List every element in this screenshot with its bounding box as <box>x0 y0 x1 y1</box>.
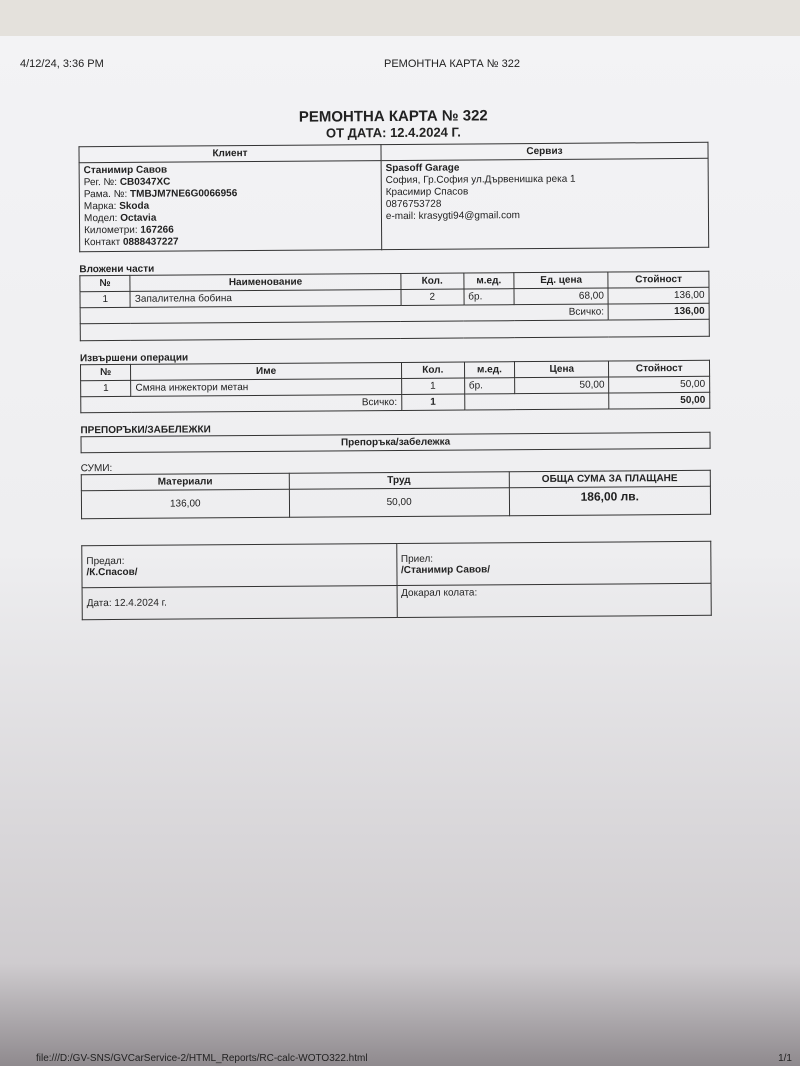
received: /Станимир Савов/ <box>400 563 491 576</box>
col-unit: м.ед. <box>464 362 514 378</box>
materials-label: Материали <box>81 473 289 490</box>
client-name: Станимир Савов <box>83 164 168 177</box>
signature-table <box>81 541 712 620</box>
sums-label: СУМИ: <box>80 462 113 475</box>
ops-label: Извършени операции <box>79 352 189 365</box>
client-header: Клиент <box>79 145 381 163</box>
cell: 2 <box>401 289 464 305</box>
col-name: Име <box>131 362 402 380</box>
cell: Запалителна бобина <box>130 289 401 307</box>
service-person: Красимир Спасов <box>385 186 469 199</box>
brought: Докарал колата: <box>397 583 712 617</box>
cell: 1 <box>401 378 464 394</box>
service-phone: 0876753728 <box>385 198 442 211</box>
sums-table <box>81 470 711 519</box>
handed-label: Предал: <box>86 555 125 567</box>
frame: TMBJM7NE6G0066956 <box>129 188 238 200</box>
parts-total: 136,00 <box>608 303 709 320</box>
frame-label: Рама. №: <box>83 188 128 201</box>
print-title: РЕМОНТНА КАРТА № 322 <box>384 58 520 70</box>
ops-total: 50,00 <box>609 392 710 409</box>
footer-path: file:///D:/GV-SNS/GVCarService-2/HTML_Reports/RC-calc-WOTO322.html <box>36 1053 368 1064</box>
materials: 136,00 <box>81 489 289 518</box>
cell: Смяна инжектори метан <box>131 378 402 396</box>
doc-title: РЕМОНТНА КАРТА № 322 <box>298 107 488 126</box>
client-service-table <box>78 142 709 252</box>
client-info <box>79 161 382 252</box>
col-no: № <box>81 364 131 380</box>
col-no: № <box>80 275 130 291</box>
service-address: София, Гр.София ул.Дървенишка река 1 <box>385 173 576 187</box>
cell: 136,00 <box>608 287 709 304</box>
model: Octavia <box>120 212 157 224</box>
cell: бр. <box>464 378 514 394</box>
col-price: Ед. цена <box>514 272 608 289</box>
col-value: Стойност <box>609 360 710 377</box>
col-qty: Кол. <box>401 273 464 289</box>
reg: CB0347XC <box>119 176 171 188</box>
col-qty: Кол. <box>401 362 464 378</box>
col-value: Стойност <box>608 271 709 288</box>
make-label: Марка: <box>83 200 117 213</box>
cell: 68,00 <box>514 288 608 305</box>
parts-total-label: Всичко: <box>80 304 608 324</box>
ops-total-qty: 1 <box>402 394 465 410</box>
contact: 0888437227 <box>122 236 179 248</box>
total-label: ОБЩА СУМА ЗА ПЛАЩАНЕ <box>509 470 710 487</box>
contact-label: Контакт <box>84 236 121 249</box>
labor: 50,00 <box>289 488 509 518</box>
cell: 1 <box>80 291 130 307</box>
km-label: Километри: <box>84 224 138 237</box>
footer-page: 1/1 <box>778 1053 792 1064</box>
parts-label: Вложени части <box>79 263 155 276</box>
sign-date: Дата: 12.4.2024 г. <box>82 585 397 619</box>
col-unit: м.ед. <box>464 273 514 289</box>
handed: /К.Спасов/ <box>86 566 138 578</box>
service-name: Spasoff Garage <box>385 162 460 175</box>
make: Skoda <box>119 200 150 212</box>
service-header: Сервиз <box>381 142 708 160</box>
parts-table <box>79 271 709 341</box>
total: 186,00 лв. <box>509 486 710 515</box>
notes-header: Препоръка/забележка <box>81 432 710 452</box>
ops-table <box>80 360 710 413</box>
col-name: Наименование <box>130 273 401 291</box>
ops-total-label: Всичко: <box>81 394 402 412</box>
empty-cell <box>464 393 609 410</box>
received-label: Приел: <box>400 553 434 565</box>
reg-label: Рег. №: <box>83 176 118 189</box>
empty-row <box>80 319 709 340</box>
km: 167266 <box>140 224 174 236</box>
service-info <box>381 158 709 249</box>
model-label: Модел: <box>83 212 118 225</box>
doc-date: ОТ ДАТА: 12.4.2024 Г. <box>325 124 461 141</box>
cell: 50,00 <box>609 376 710 393</box>
print-datetime: 4/12/24, 3:36 PM <box>20 58 104 70</box>
cell: 50,00 <box>515 377 609 394</box>
repair-card <box>78 106 712 620</box>
cell: 1 <box>81 380 131 396</box>
cell: бр. <box>464 289 514 305</box>
notes-label: ПРЕПОРЪКИ/ЗАБЕЛЕЖКИ <box>80 424 211 437</box>
labor-label: Труд <box>289 472 509 490</box>
col-price: Цена <box>515 361 609 378</box>
service-email: e-mail: krasygti94@gmail.com <box>385 210 520 223</box>
